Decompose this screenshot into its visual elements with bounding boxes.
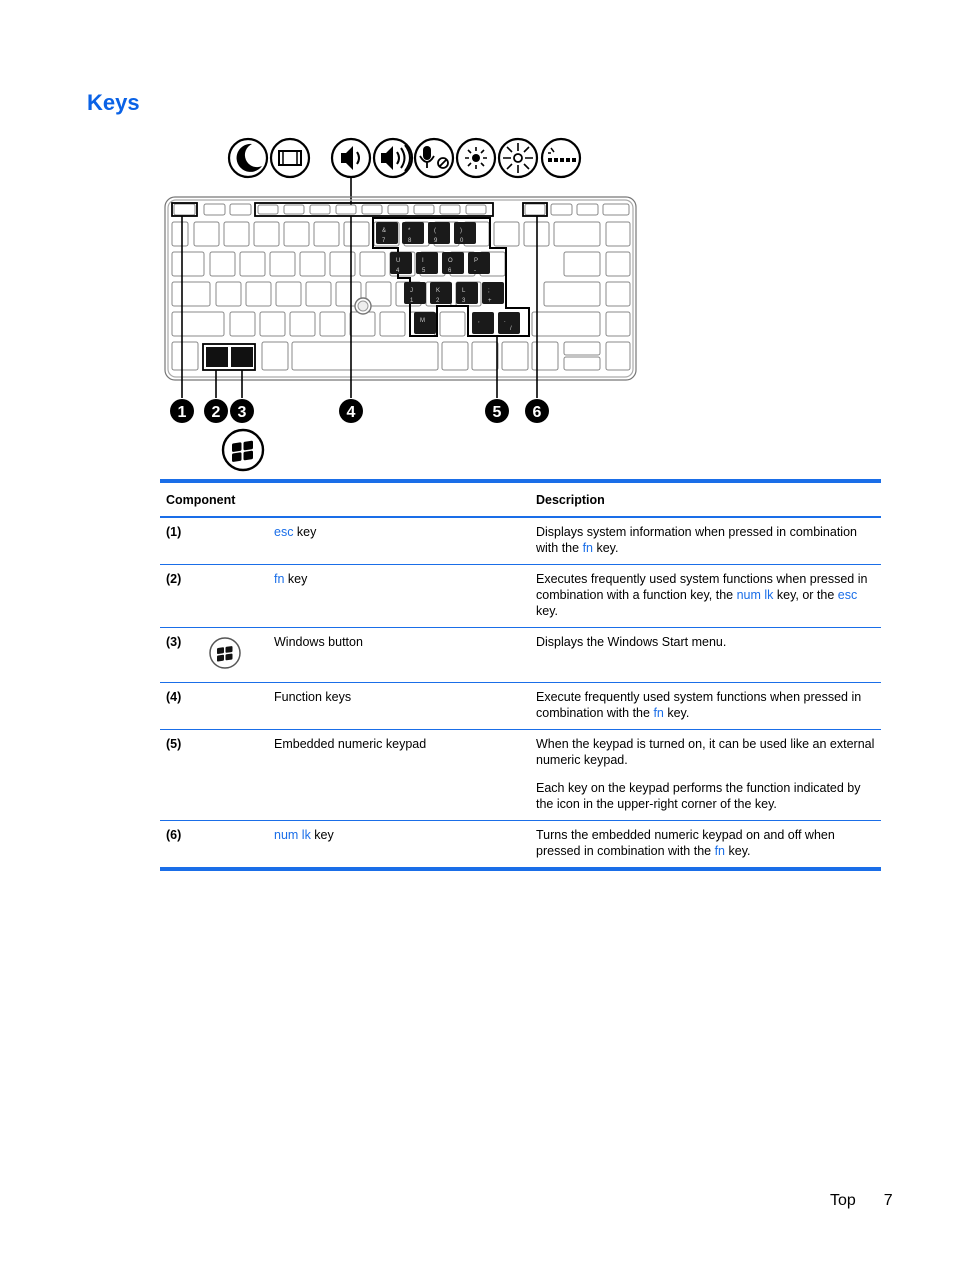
component-name [268,517,530,565]
keyboard-key [525,204,545,215]
keypad-key-label: , [478,318,480,324]
keyboard-key [494,222,519,246]
keyboard-key [502,342,528,370]
row-icon-cell [202,628,268,683]
keyboard-key [414,205,434,214]
keypad-key-label: 4 [396,268,400,274]
keyboard-key [172,282,210,306]
row-number: (3) [166,635,182,649]
keypad-key [468,252,490,274]
page-title: Keys [87,90,140,115]
callout-badge-4 [339,399,363,423]
description-text: Displays the Windows Start menu. [536,635,727,649]
component-description [530,565,881,628]
description-text: When the keypad is turned on, it can be used like an external numeric keypad. [536,737,875,767]
key-reference: fn [582,541,593,555]
keyboard-key [577,204,598,215]
keyboard-key [310,205,330,214]
keyboard-key [290,312,315,336]
keyboard-key [230,312,255,336]
keyboard-key [300,252,325,276]
table-row [160,628,881,683]
table-row [160,565,881,628]
volume-up-icon [374,139,412,177]
keypad-key-label: / [510,326,512,332]
keyboard-key [204,204,225,215]
callout-badge-6 [525,399,549,423]
keyboard-key [260,312,285,336]
keypad-key-label: 2 [436,298,440,304]
keypad-key-label: ; [488,288,490,294]
keypad-key-label: 6 [448,268,452,274]
sleep-icon [229,139,267,177]
display-switch-icon [271,139,309,177]
keyboard-key [606,222,630,246]
callout-badge-2 [204,399,228,423]
callout-badge-5 [485,399,509,423]
description-text: Execute frequently used system functions when pressed in combination with the [536,690,862,720]
keypad-key-label: + [488,298,492,304]
description-text: Executes frequently used system functions when pressed in combination with a function key, the [536,572,868,602]
footer-section: Top [830,1192,856,1209]
table-row [160,683,881,730]
keyboard-key [262,342,288,370]
keypad-key [428,222,450,244]
keypad-key [472,312,494,334]
keyboard-key [564,342,600,355]
keypad-key [430,282,452,304]
header-description: Description [536,493,605,507]
keyboard-key [532,312,600,336]
key-reference: fn [653,706,664,720]
component-description [530,730,881,821]
row-icon-cell [202,821,268,870]
keypad-key [402,222,424,244]
keyboard-key [174,204,195,215]
keyboard-key [172,312,224,336]
keyboard-key [344,222,369,246]
keyboard-key [606,312,630,336]
keyboard-backlight-icon [542,139,580,177]
keyboard-key [532,342,558,370]
brightness-down-icon [457,139,495,177]
keypad-key-label: 8 [408,238,412,244]
components-table [160,479,881,871]
component-name [268,683,530,730]
page-number: 7 [883,1192,893,1209]
keypad-key-label: U [396,258,401,264]
keyboard-key [544,282,600,306]
keyboard-key [258,205,278,214]
keypad-key-label: ) [460,228,462,234]
keyboard-key [442,342,468,370]
svg-text:1: 1 [177,404,187,421]
row-number: (6) [166,828,182,842]
callout-badge-1 [170,399,194,423]
volume-down-icon [332,139,370,177]
component-name [268,821,530,870]
keyboard-key [564,357,600,370]
keyboard-key [292,342,438,370]
keypad-key [390,252,412,274]
keyboard-key [254,222,279,246]
keyboard-key [336,205,356,214]
keyboard-key [606,252,630,276]
row-icon-cell [202,517,268,565]
keyboard-key [564,252,600,276]
component-key-name: num lk [274,828,311,842]
table-row [160,821,881,870]
keypad-key [456,282,478,304]
svg-text:6: 6 [532,404,542,421]
keypad-key-label: 0 [460,238,464,244]
keypad-key-label: 1 [410,298,414,304]
keypad-key-label: P [474,258,479,264]
description-text: key. [725,844,751,858]
keyboard-key [320,312,345,336]
keypad-key-label: 3 [462,298,466,304]
keyboard-key [284,222,309,246]
key-reference: fn [714,844,726,858]
svg-text:2: 2 [211,404,221,421]
keyboard-illustration [160,132,640,472]
header-component: Component [166,493,236,507]
keypad-key [414,312,436,334]
component-label: Windows button [274,635,363,649]
keypad-key [498,312,520,334]
keyboard-key [440,205,460,214]
row-number: (4) [166,690,182,704]
keypad-key-label: L [462,288,466,294]
table-row [160,517,881,565]
component-label: key [284,572,308,586]
keypad-key [482,282,504,304]
description-text: Turns the embedded numeric keypad on and off when pressed in combination with the [536,828,835,858]
component-description [530,628,881,683]
keyboard-key [380,312,405,336]
svg-text:3: 3 [237,404,247,421]
keypad-key-label: & [382,228,387,234]
keyboard-key [172,222,188,246]
keyboard-key [388,205,408,214]
component-name [268,628,530,683]
key-reference: esc [837,588,858,602]
windows-logo-icon [208,636,242,670]
keyboard-key [246,282,271,306]
row-number: (5) [166,737,182,751]
row-icon-cell [202,730,268,821]
keyboard-key [314,222,339,246]
keyboard-key [603,204,629,215]
keyboard-key [306,282,331,306]
keyboard-key [240,252,265,276]
keyboard-key [440,312,465,336]
page-footer [830,1192,893,1210]
keyboard-key [230,204,251,215]
keypad-key [442,252,464,274]
key-reference: num lk [736,588,774,602]
component-label: Embedded numeric keypad [274,737,427,751]
keyboard-key [284,205,304,214]
keypad-key [404,282,426,304]
row-number: (2) [166,572,182,586]
description-text: Each key on the keypad performs the function indicated by the icon in the upper-right corner of the key. [536,781,861,811]
component-label: key [293,525,317,539]
keypad-key [376,222,398,244]
description-text: key. [663,706,690,720]
keypad-key-label: 7 [382,238,386,244]
component-key-name: esc [274,525,294,539]
keyboard-key [270,252,295,276]
description-text: key, or the [773,588,838,602]
keyboard-key [606,282,630,306]
component-label: Function keys [274,690,352,704]
keyboard-key [194,222,219,246]
keyboard-key [216,282,241,306]
keyboard-key [172,342,198,370]
keyboard-key [172,252,204,276]
keyboard-key [606,342,630,370]
row-number: (1) [166,525,182,539]
row-icon-cell [202,565,268,628]
mic-mute-icon [415,139,453,177]
keyboard-key [362,205,382,214]
brightness-up-icon [499,139,537,177]
keypad-key-label: K [436,288,441,294]
table-row [160,730,881,821]
component-description [530,683,881,730]
keypad-key-label: M [420,318,425,324]
keypad-key-label: ( [434,228,436,234]
keyboard-key [210,252,235,276]
keypad-key-label: * [408,228,411,234]
keyboard-key [350,312,375,336]
component-description [530,821,881,870]
callout-badge-3 [230,399,254,423]
keypad-key [454,222,476,244]
keyboard-key [551,204,572,215]
keypad-key-label: 5 [422,268,426,274]
component-description [530,517,881,565]
keyboard-key [360,252,385,276]
description-text: key. [536,604,558,618]
keypad-key-label: O [448,258,453,264]
keypad-key-label: I [422,258,424,264]
description-text: key. [593,541,619,555]
component-key-name: fn [274,572,285,586]
svg-text:5: 5 [492,404,502,421]
keyboard-key [466,205,486,214]
component-name [268,730,530,821]
keypad-key-label: . [504,318,506,324]
keypad-key-label: 9 [434,238,438,244]
description-text: Displays system information when pressed in combination with the [536,525,857,555]
keypad-key [416,252,438,274]
row-icon-cell [202,683,268,730]
keyboard-key [224,222,249,246]
component-label: key [310,828,334,842]
keypad-key-label: J [410,288,413,294]
component-name [268,565,530,628]
table-header-row [160,481,881,517]
windows-logo-icon [223,430,263,470]
keyboard-key [554,222,600,246]
keyboard-key [472,342,498,370]
keyboard-key [276,282,301,306]
svg-text:4: 4 [346,404,356,421]
keypad-key-label: - [474,268,476,274]
